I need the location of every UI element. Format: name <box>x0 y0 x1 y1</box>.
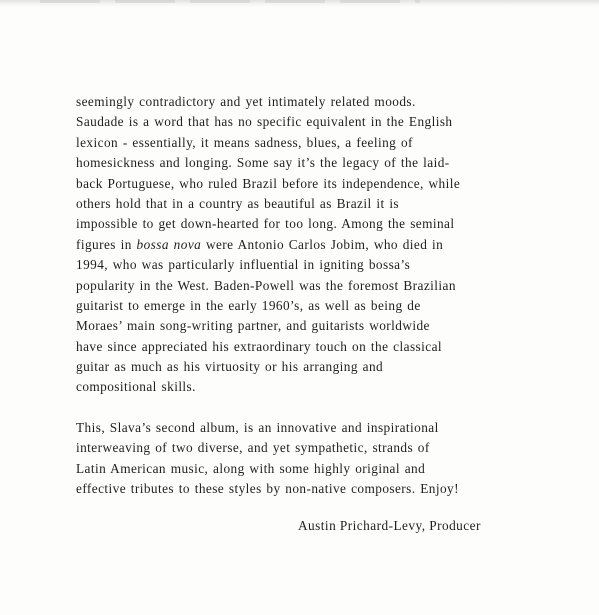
text-line: This, Slava’s second album, is an innovative and inspirational <box>76 419 439 435</box>
paragraph-2 <box>76 418 576 500</box>
text-line: Latin American music, along with some highly original and <box>76 460 426 476</box>
text-line: back Portuguese, who ruled Brazil before its independence, while <box>76 175 461 191</box>
text-line: compositional skills. <box>76 379 196 395</box>
body-text <box>76 92 576 499</box>
signature: Austin Prichard-Levy, Producer <box>298 518 481 533</box>
text-line: others hold that in a country as beautiful as Brazil it is <box>76 195 400 211</box>
line-text-before: figures in <box>76 236 137 252</box>
text-line-with-italic <box>76 235 576 255</box>
text-line: Saudade is a word that has no specific equivalent in the English <box>76 114 453 130</box>
paragraph-gap <box>76 398 576 418</box>
text-line: popularity in the West. Baden-Powell was the foremost Brazilian <box>76 277 456 293</box>
text-line: Moraes’ main song-writing partner, and guitarists worldwide <box>76 318 430 334</box>
text-line: impossible to get down-hearted for too long. Among the seminal <box>76 216 455 232</box>
text-line: 1994, who was particularly influential in igniting bossa’s <box>76 257 411 273</box>
line-text-after: were Antonio Carlos Jobim, who died in <box>201 236 444 252</box>
text-line: lexicon - essentially, it means sadness, blues, a feeling of <box>76 134 413 150</box>
text-line: homesickness and longing. Some say it’s the legacy of the laid- <box>76 155 450 171</box>
text-line: have since appreciated his extraordinary touch on the classical <box>76 338 443 354</box>
italic-term: bossa nova <box>136 236 202 252</box>
text-line: interweaving of two diverse, and yet sympathetic, strands of <box>76 440 430 456</box>
text-line: guitarist to emerge in the early 1960’s, as well as being de <box>76 297 421 313</box>
text-line: guitar as much as his virtuosity or his arranging and <box>76 359 384 375</box>
text-line: effective tributes to these styles by non-native composers. Enjoy! <box>76 481 459 497</box>
text-line: seemingly contradictory and yet intimately related moods. <box>76 94 416 109</box>
bleed-through-marks <box>40 0 420 3</box>
paragraph-1 <box>76 92 576 398</box>
